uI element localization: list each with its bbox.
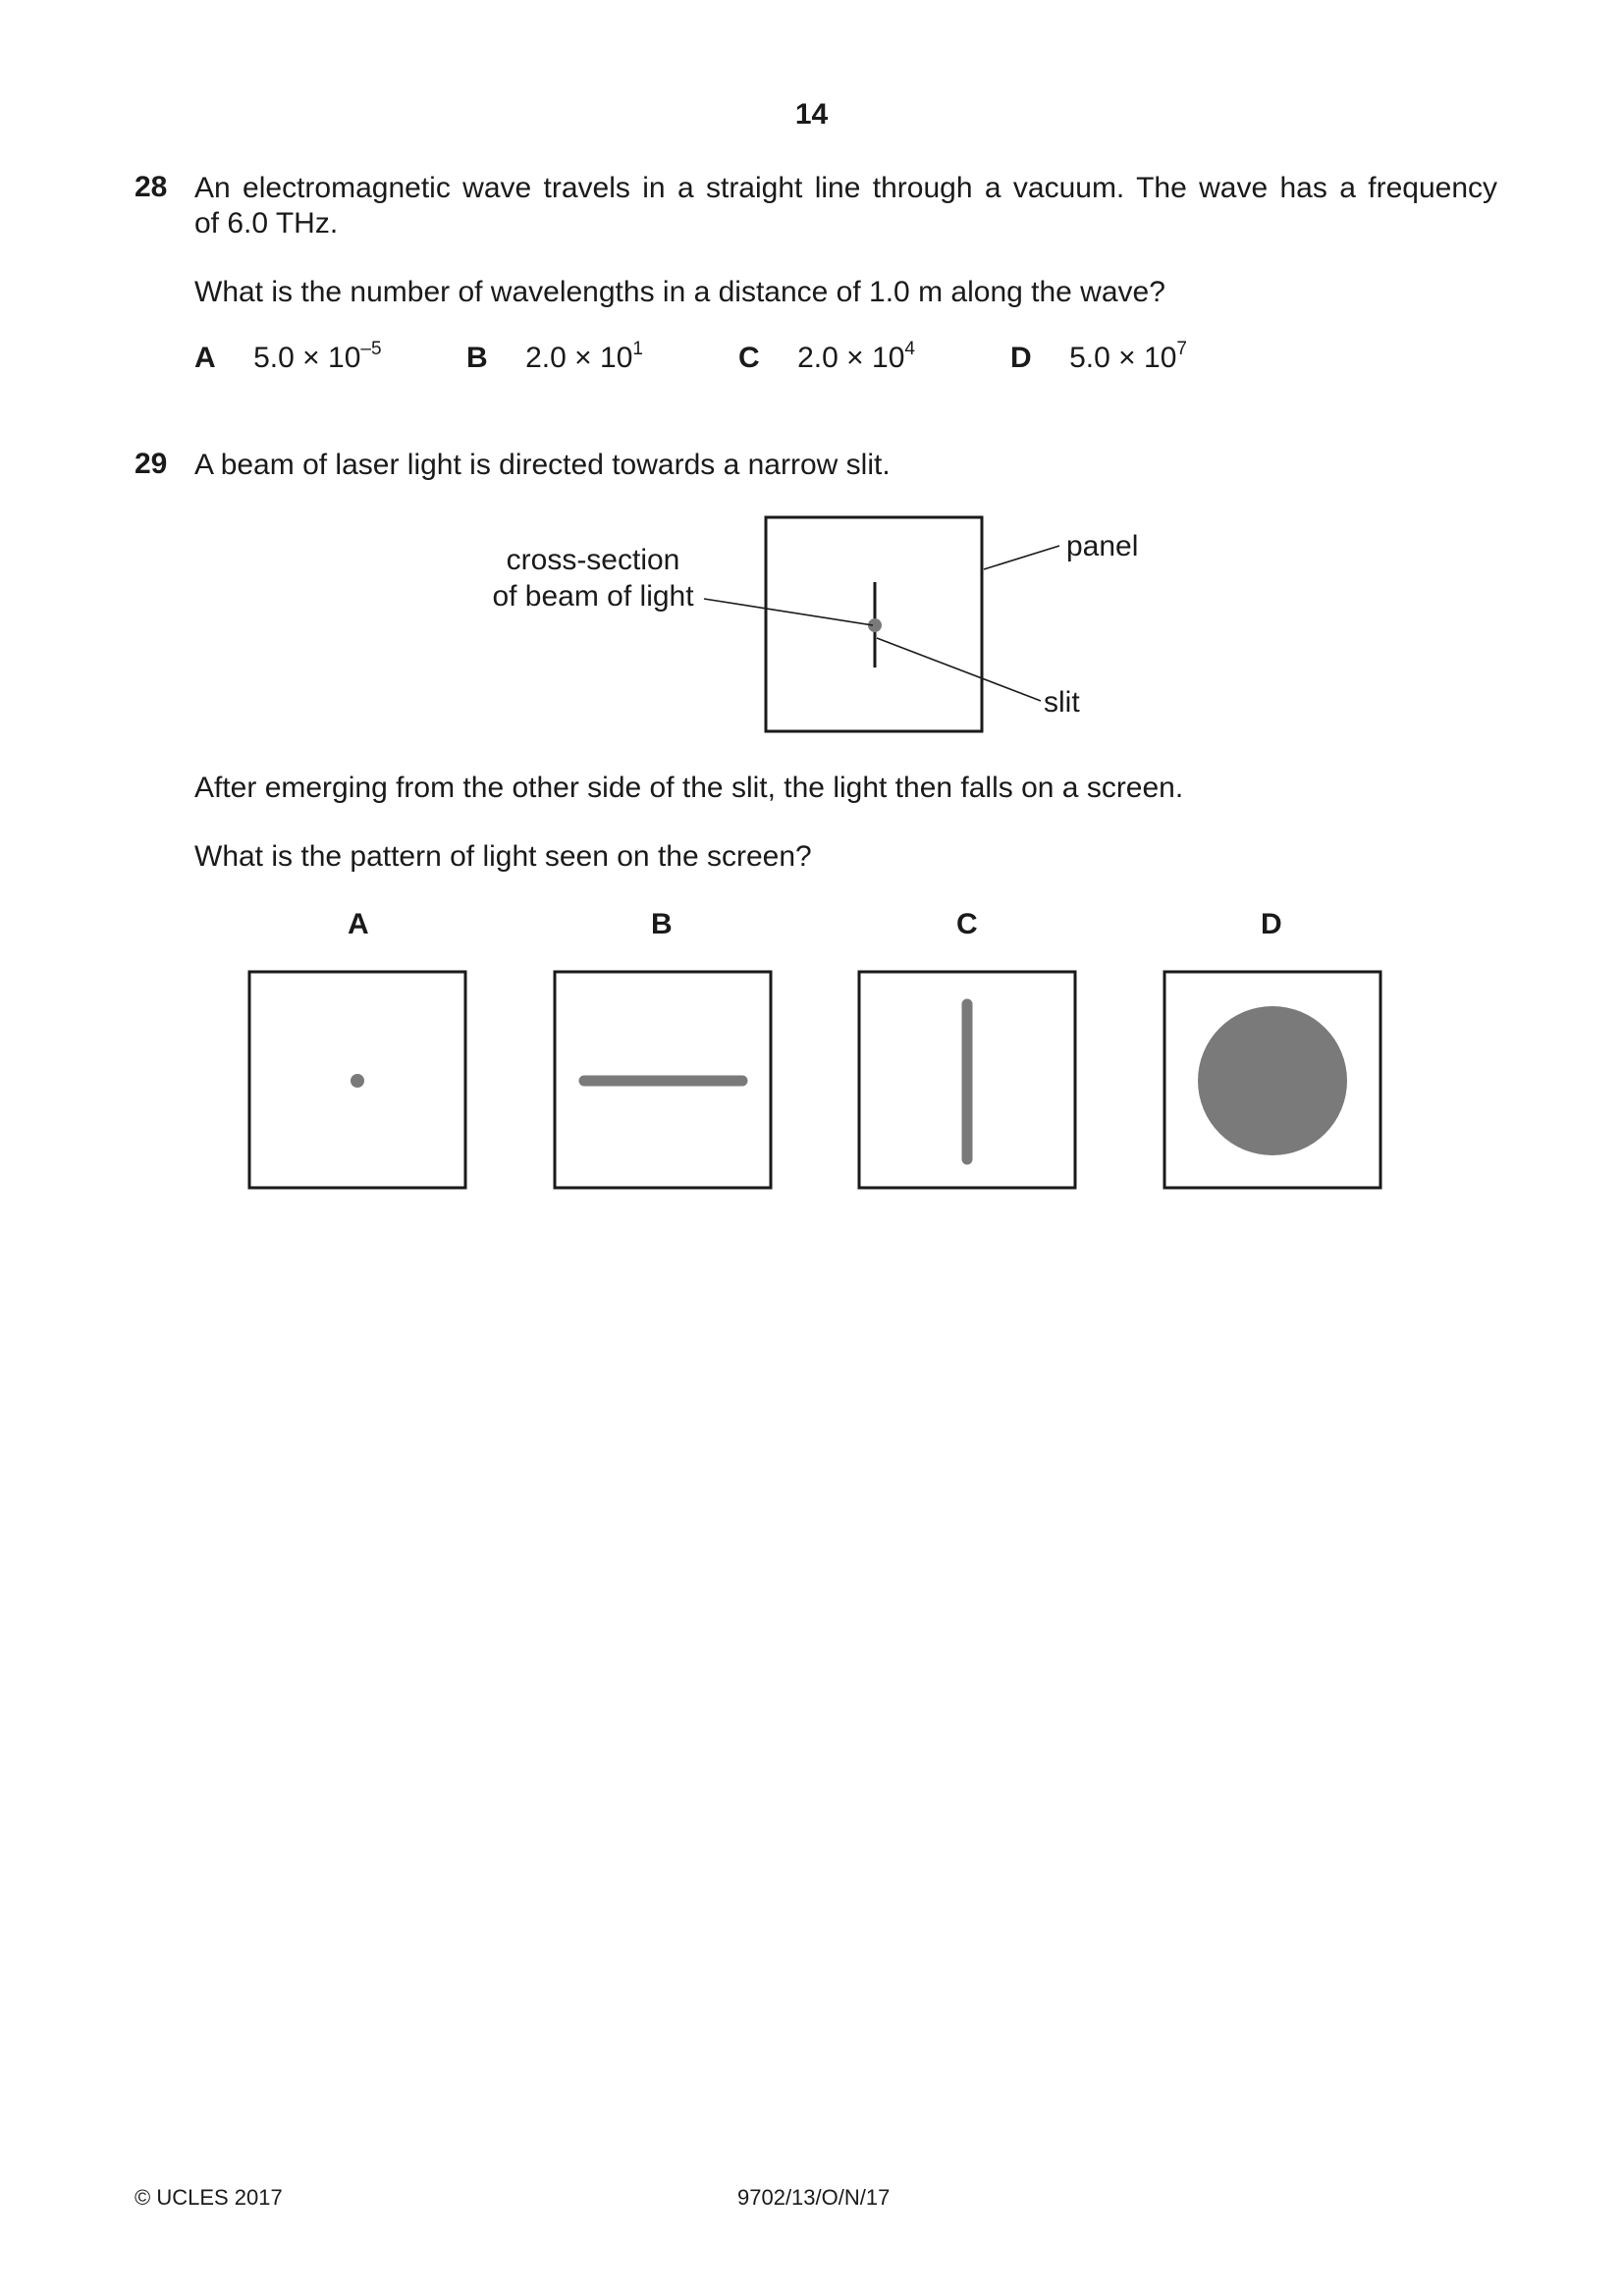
question-29-text-after: After emerging from the other side of the slit, the light then falls on a screen. (194, 772, 1184, 804)
option-letter: D (1010, 342, 1032, 374)
slit-diagram (0, 0, 1623, 785)
page-number: 14 (794, 98, 829, 131)
option-value: $2.0 \times 10^4$ (797, 339, 915, 374)
option-letter: B (466, 342, 488, 374)
q29-option-diagrams (0, 962, 1623, 1198)
option-value: $5.0 \times 10^7$ (1069, 339, 1187, 374)
beam-leader-line (704, 599, 873, 625)
q29-option-a-label: A (348, 908, 369, 940)
label-slit: slit (1044, 686, 1080, 719)
question-29-question: What is the pattern of light seen on the screen? (194, 840, 812, 873)
option-value: $5.0 \times 10^{-5}$ (253, 339, 382, 374)
question-28-stem-line2: of 6.0 THz. (194, 207, 339, 240)
q29-option-a[interactable] (249, 972, 465, 1188)
option-letter: C (738, 342, 760, 374)
question-29-stem: A beam of laser light is directed towards a narrow slit. (194, 449, 891, 481)
footer-code: 9702/13/O/N/17 (737, 2185, 891, 2210)
question-28-stem-line1: An electromagnetic wave travels in a straight line through a vacuum. The wave has a frequency (194, 172, 1497, 204)
pattern-large-disc (1198, 1006, 1347, 1155)
panel-leader-line (984, 546, 1059, 569)
footer-copyright: © UCLES 2017 (135, 2185, 283, 2210)
label-panel: panel (1066, 530, 1139, 562)
slit-leader-line (877, 638, 1041, 701)
q29-option-c[interactable] (859, 972, 1075, 1188)
q29-option-d[interactable] (1164, 972, 1380, 1188)
label-cross-section-line2: of beam of light (492, 580, 694, 613)
question-28-number: 28 (135, 171, 168, 203)
label-cross-section-line1: cross-section (506, 544, 680, 576)
pattern-small-dot (351, 1074, 364, 1088)
q29-option-b[interactable] (555, 972, 771, 1188)
q29-option-d-label: D (1261, 908, 1282, 940)
option-value: $2.0 \times 10^1$ (525, 339, 643, 374)
q29-option-c-label: C (956, 908, 978, 940)
q29-option-b-label: B (651, 908, 673, 940)
question-29-number: 29 (135, 448, 168, 480)
option-letter: A (194, 342, 216, 374)
question-28-question: What is the number of wavelengths in a distance of 1.0 m along the wave? (194, 276, 1165, 308)
